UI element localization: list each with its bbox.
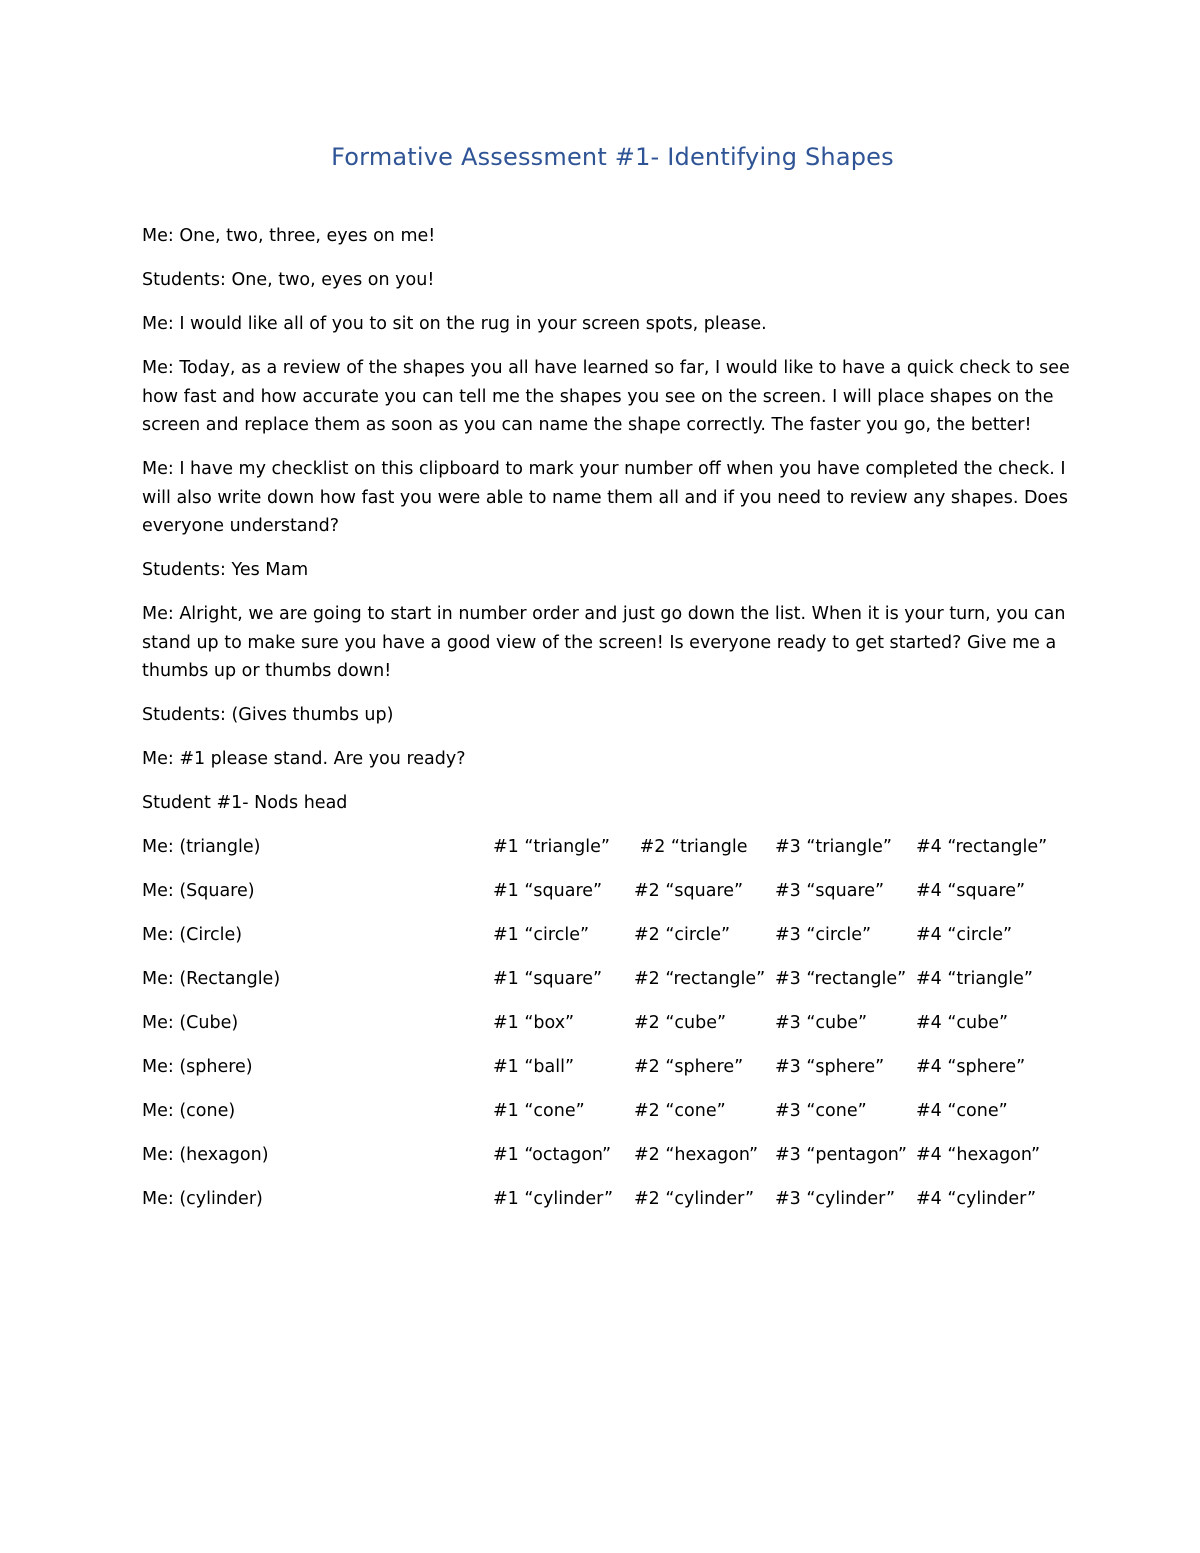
document-body [142,222,1072,1229]
response-row [142,1009,1072,1038]
dialogue-line: Me: I have my checklist on this clipboard to mark your number off when you have completed the check. I will also write down how fast you were able to name them all and if you need to review any shapes. Does everyone understand? [142,459,1069,536]
student-4-answer: #4 “cone” [916,1101,1008,1121]
student-2-answer: #2 “circle” [634,925,731,945]
dialogue-line: Me: Alright, we are going to start in number order and just go down the list. When it is your turn, you can stand up to make sure you have a good view of the screen! Is everyone ready to get started? Give me a thumbs up or thumbs down! [142,604,1066,681]
dialogue-line: Me: #1 please stand. Are you ready? [142,749,466,769]
student-3-answer: #3 “cube” [775,1013,868,1033]
student-1-answer: #1 “square” [493,881,603,901]
shape-prompt: Me: (cylinder) [142,1189,263,1209]
shape-prompt: Me: (Circle) [142,925,243,945]
student-1-answer: #1 “box” [493,1013,575,1033]
dialogue-line: Students: One, two, eyes on you! [142,270,435,290]
dialogue-line: Me: I would like all of you to sit on the rug in your screen spots, please. [142,314,767,334]
student-3-answer: #3 “triangle” [775,837,892,857]
response-row [142,1141,1072,1170]
shape-prompt: Me: (Rectangle) [142,969,281,989]
student-4-answer: #4 “hexagon” [916,1145,1041,1165]
dialogue-line: Me: One, two, three, eyes on me! [142,226,436,246]
student-1-answer: #1 “cone” [493,1101,585,1121]
response-row [142,1185,1072,1214]
student-2-answer: #2 “rectangle” [634,969,766,989]
dialogue-line: Students: (Gives thumbs up) [142,705,394,725]
student-3-answer: #3 “pentagon” [775,1145,907,1165]
student-4-answer: #4 “triangle” [916,969,1033,989]
document-title: Formative Assessment #1- Identifying Shapes [331,143,894,171]
shape-prompt: Me: (Square) [142,881,255,901]
student-1-answer: #1 “square” [493,969,603,989]
shape-prompt: Me: (sphere) [142,1057,253,1077]
responses-table [142,833,1072,1214]
student-4-answer: #4 “sphere” [916,1057,1026,1077]
student-3-answer: #3 “cone” [775,1101,867,1121]
dialogue-line: Me: Today, as a review of the shapes you all have learned so far, I would like to have a quick check to see how fast and how accurate you can tell me the shapes you see on the screen. I will place shapes on the screen and replace them as soon as you can name the shape correctly. The faster you go, the better! [142,358,1070,435]
student-2-answer: #2 “square” [634,881,744,901]
student-4-answer: #4 “cube” [916,1013,1009,1033]
student-1-answer: #1 “ball” [493,1057,575,1077]
shape-prompt: Me: (hexagon) [142,1145,269,1165]
student-4-answer: #4 “rectangle” [916,837,1048,857]
response-row [142,1053,1072,1082]
dialogue-line: Students: Yes Mam [142,560,309,580]
student-4-answer: #4 “square” [916,881,1026,901]
response-row [142,921,1072,950]
shape-prompt: Me: (cone) [142,1101,236,1121]
student-4-answer: #4 “cylinder” [916,1189,1037,1209]
student-3-answer: #3 “sphere” [775,1057,885,1077]
response-row [142,833,1072,862]
dialogue-line: Student #1- Nods head [142,793,348,813]
student-3-answer: #3 “rectangle” [775,969,907,989]
student-1-answer: #1 “cylinder” [493,1189,614,1209]
student-4-answer: #4 “circle” [916,925,1013,945]
student-3-answer: #3 “circle” [775,925,872,945]
student-2-answer: #2 “sphere” [634,1057,744,1077]
student-2-answer: #2 “cone” [634,1101,726,1121]
student-2-answer: #2 “cube” [634,1013,727,1033]
response-row [142,965,1072,994]
student-2-answer: #2 “hexagon” [634,1145,759,1165]
student-1-answer: #1 “octagon” [493,1145,612,1165]
shape-prompt: Me: (Cube) [142,1013,239,1033]
response-row [142,877,1072,906]
shape-prompt: Me: (triangle) [142,837,261,857]
student-2-answer: #2 “triangle [634,837,748,857]
student-3-answer: #3 “cylinder” [775,1189,896,1209]
response-row [142,1097,1072,1126]
student-2-answer: #2 “cylinder” [634,1189,755,1209]
student-1-answer: #1 “circle” [493,925,590,945]
student-3-answer: #3 “square” [775,881,885,901]
student-1-answer: #1 “triangle” [493,837,610,857]
